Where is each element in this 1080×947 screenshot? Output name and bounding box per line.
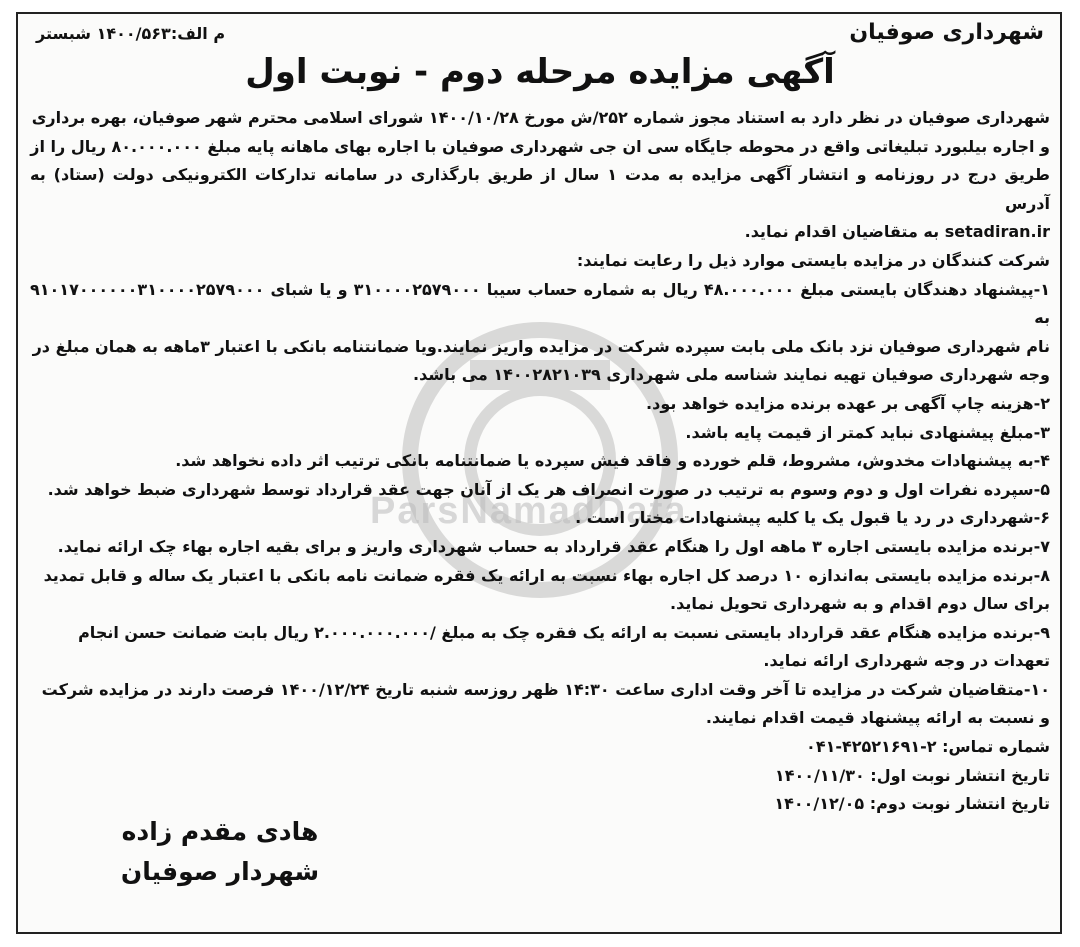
condition-line: برای سال دوم اقدام و به شهرداری تحویل نماید.	[670, 594, 1050, 614]
condition-line: ۹-برنده مزایده هنگام عقد قرارداد بایستی نسبت به ارائه یک فقره چک به مبلغ /۲.۰۰۰.۰۰۰.۰۰۰ ریال بابت ضمانت حسن انجام	[78, 622, 1050, 642]
condition-line: ۱۰-متقاضیان شرکت در مزایده تا آخر وقت اداری ساعت ۱۴:۳۰ ظهر روزسه شنبه تاریخ ۱۴۰۰/۱۲/۲۴ فرصت دارند در مزایده شرکت	[41, 679, 1050, 699]
condition-line: ۸-برنده مزایده بایستی به‌اندازه ۱۰ درصد کل اجاره بهاء نسبت به ارائه یک فقره ضمانت نامه بانکی با اعتبار یک ساله و قابل تمدید	[43, 565, 1050, 585]
watermark-brand: ParsNamadData	[370, 490, 688, 532]
condition-line: نام شهرداری صوفیان نزد بانک ملی بابت سپرده شرکت در مزایده واریز نمایند.ویا ضمانتنامه بانکی با اعتبار ۳ماهه به همان مبلغ در	[32, 336, 1050, 356]
intro-line: طریق درج در روزنامه و انتشار آگهی مزایده به مدت ۱ سال از طریق بارگذاری در سامانه تدارکات الکترونیکی دولت (ستاد) به آدرس	[30, 165, 1050, 213]
condition-line: ۲-هزینه چاپ آگهی بر عهده برنده مزایده خواهد بود.	[646, 393, 1050, 413]
publish-date-second: تاریخ انتشار نوبت دوم: ۱۴۰۰/۱۲/۰۵	[774, 794, 1050, 814]
condition-line: وجه شهرداری صوفیان تهیه نمایند شناسه ملی شهرداری ۱۴۰۰۲۸۲۱۰۳۹ می باشد.	[413, 365, 1050, 385]
intro-line: و اجاره بیلبورد تبلیغاتی واقع در محوطه جایگاه سی ان جی شهرداری صوفیان با اجاره بهای ماهانه پایه مبلغ ۸۰.۰۰۰.۰۰۰ ریال را از	[30, 136, 1050, 156]
condition-line: ۵-سپرده نفرات اول و دوم وسوم به ترتیب در صورت انصراف هر یک از آنان جهت عقد قرارداد توسط شهرداری ضبط خواهد شد.	[47, 479, 1050, 499]
reference-number: م الف:۱۴۰۰/۵۶۳ شبستر	[36, 24, 226, 43]
condition-line: ۶-شهرداری در رد یا قبول یک یا کلیه پیشنهادات مختار است .	[575, 508, 1050, 528]
intro-line: شهرداری صوفیان در نظر دارد به استناد مجوز شماره ۲۵۲/ش مورخ ۱۴۰۰/۱۰/۲۸ شورای اسلامی محترم شهر صوفیان، بهره برداری	[31, 108, 1050, 127]
condition-line: تعهدات در وجه شهرداری ارائه نماید.	[763, 651, 1050, 671]
notice-header	[36, 18, 1044, 54]
contact-line: شماره تماس: ۲-۴۲۵۲۱۶۹۱-۰۴۱	[806, 737, 1050, 757]
condition-line: ۱-پیشنهاد دهندگان بایستی مبلغ ۴۸.۰۰۰.۰۰۰ ریال به شماره حساب سیبا ۳۱۰۰۰۰۲۵۷۹۰۰۰ و یا شبای ۹۱۰۱۷۰۰۰۰۰۰۳۱۰۰۰۰۲۵۷۹۰۰۰ به	[30, 279, 1050, 328]
condition-line: و نسبت به ارائه پیشنهاد قیمت اقدام نمایند.	[705, 708, 1050, 728]
condition-line: ۴-به پیشنهادات مخدوش، مشروط، قلم خورده و فاقد فیش سپرده یا ضمانتنامه بانکی ترتیب اثر داده نخواهد شد.	[175, 451, 1050, 471]
organization-name: شهرداری صوفیان	[849, 20, 1044, 45]
notice-body	[30, 104, 1050, 819]
condition-line: ۳-مبلغ پیشنهادی نباید کمتر از قیمت پایه باشد.	[685, 422, 1050, 442]
signer-role: شهردار صوفیان	[120, 857, 320, 886]
condition-line: ۷-برنده مزایده بایستی اجاره ۳ ماهه اول را هنگام عقد قرارداد به حساب شهرداری واریز و برای بقیه اجاره بهاء چک ارائه نماید.	[57, 536, 1050, 556]
conditions-intro: شرکت کنندگان در مزایده بایستی موارد ذیل را رعایت نمایند:	[576, 250, 1050, 270]
publish-date-first: تاریخ انتشار نوبت اول: ۱۴۰۰/۱۱/۳۰	[774, 765, 1050, 785]
signature-block	[110, 812, 330, 892]
notice-title: آگهی مزایده مرحله دوم - نوبت اول	[245, 52, 835, 92]
signer-name: هادی مقدم زاده	[121, 817, 319, 846]
intro-line: setadiran.ir به متقاضیان اقدام نماید.	[744, 222, 1050, 242]
